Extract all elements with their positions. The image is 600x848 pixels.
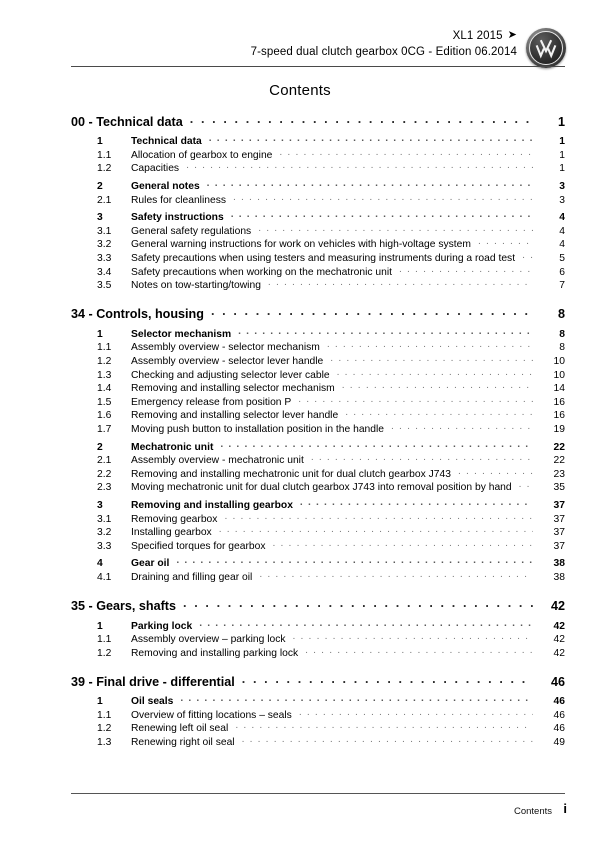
toc-subsection-row[interactable]: [71, 395, 565, 409]
toc-entry-number: 1.2: [97, 647, 112, 659]
toc-chapter-page: 8: [557, 307, 565, 322]
toc-entry-number: 1.7: [97, 423, 112, 435]
leader-dots: [235, 721, 533, 731]
toc-entry-title: Removing and installing selector lever handle: [131, 410, 339, 422]
toc-entry-title: Checking and adjusting selector lever cable: [131, 369, 330, 381]
leader-dots: [238, 327, 533, 337]
toc-entry-page: 4: [559, 225, 565, 237]
toc-entry-number: 1.3: [97, 369, 112, 381]
toc-entry-page: 46: [553, 709, 565, 721]
leader-dots: [209, 134, 533, 144]
toc-entry-page: 5: [559, 253, 565, 265]
toc-entry-number: 2.1: [97, 194, 112, 206]
toc-section-row[interactable]: [71, 439, 565, 453]
toc-entry-title: Moving push button to installation position in the handle: [131, 423, 385, 435]
leader-dots: [176, 556, 533, 566]
toc-subsection-row[interactable]: [71, 721, 565, 735]
toc-chapter-title: 39 - Final drive - differential: [71, 674, 235, 689]
toc-entry-number: 1: [97, 328, 103, 340]
toc-chapter-heading[interactable]: [71, 597, 565, 614]
leader-dots: [183, 597, 533, 610]
toc-entry-number: 2: [97, 181, 103, 193]
toc-entry-title: Technical data: [131, 136, 202, 148]
leader-dots: [242, 673, 533, 686]
toc-entry-page: 46: [553, 696, 565, 708]
toc-entry-title: Assembly overview – parking lock: [131, 634, 286, 646]
toc-entry-number: 1.1: [97, 709, 112, 721]
leader-dots: [342, 381, 533, 391]
toc-entry-title: Allocation of gearbox to engine: [131, 149, 273, 161]
toc-entry-title: Emergency release from position P: [131, 396, 292, 408]
toc-entry-number: 1.6: [97, 410, 112, 422]
toc-entry-title: Renewing right oil seal: [131, 737, 235, 749]
toc-entry-title: Selector mechanism: [131, 328, 232, 340]
toc-entry-title: Parking lock: [131, 620, 193, 632]
toc-entry-title: Assembly overview - selector lever handle: [131, 356, 324, 368]
leader-dots: [345, 408, 533, 418]
leader-dots: [224, 511, 533, 521]
toc-entry-number: 3: [97, 212, 103, 224]
toc-subsection-row[interactable]: [71, 354, 565, 368]
toc-entry-page: 19: [553, 423, 565, 435]
toc-entry-page: 42: [553, 620, 565, 632]
toc-entry-title: Notes on tow-starting/towing: [131, 280, 261, 292]
toc-entry-page: 16: [553, 396, 565, 408]
toc-entry-title: Removing and installing selector mechanism: [131, 383, 335, 395]
leader-dots: [220, 439, 533, 449]
footer-page-number: i: [563, 801, 567, 816]
toc-subsection-row[interactable]: [71, 708, 565, 722]
toc-entry-page: 42: [553, 634, 565, 646]
toc-entry-page: 6: [559, 266, 565, 278]
leader-dots: [242, 735, 533, 745]
header-model-text: XL1 2015: [452, 30, 503, 42]
toc-subsection-row[interactable]: [71, 148, 565, 162]
toc-entry-page: 1: [559, 149, 565, 161]
toc-entry-number: 1.3: [97, 737, 112, 749]
toc-entry-title: General warning instructions for work on vehicles with high-voltage system: [131, 239, 471, 251]
toc-entry-title: Safety precautions when using testers and measuring instruments during a road test: [131, 253, 516, 265]
toc-entry-title: Specified torques for gearbox: [131, 540, 266, 552]
toc-subsection-row[interactable]: [71, 278, 565, 292]
toc-entry-title: Safety instructions: [131, 212, 224, 224]
toc-chapter-title: 00 - Technical data: [71, 114, 183, 129]
toc-entry-page: 37: [553, 499, 565, 511]
toc-subsection-row[interactable]: [71, 645, 565, 659]
leader-dots: [279, 148, 533, 158]
toc-entry-title: Installing gearbox: [131, 527, 212, 539]
toc-entry-number: 3.5: [97, 280, 112, 292]
toc-entry-title: Gear oil: [131, 558, 170, 570]
leader-dots: [180, 694, 533, 704]
toc-subsection-row[interactable]: [71, 264, 565, 278]
leader-dots: [259, 570, 533, 580]
leader-dots: [293, 632, 533, 642]
toc-subsection-row[interactable]: [71, 422, 565, 436]
toc-entry-title: Assembly overview - selector mechanism: [131, 342, 320, 354]
toc-chapter: [71, 306, 565, 584]
toc-entry-page: 10: [553, 356, 565, 368]
toc-entry-page: 7: [559, 280, 565, 292]
toc-entry-title: Overview of fitting locations – seals: [131, 709, 292, 721]
toc-entry-number: 1.4: [97, 383, 112, 395]
toc-chapter: [71, 597, 565, 659]
toc-entry-page: 37: [553, 513, 565, 525]
toc-subsection-row[interactable]: [71, 367, 565, 381]
toc-entry-number: 1.1: [97, 342, 112, 354]
toc-entry-number: 1.5: [97, 396, 112, 408]
toc-entry-title: Oil seals: [131, 696, 174, 708]
toc-entry-number: 3.1: [97, 225, 112, 237]
toc-entry-page: 10: [553, 369, 565, 381]
leader-dots: [199, 618, 533, 628]
leader-dots: [300, 498, 533, 508]
toc-entry-number: 3.1: [97, 513, 112, 525]
toc-entry-page: 37: [553, 540, 565, 552]
toc-entry-page: 22: [553, 441, 565, 453]
toc-entry-title: Rules for cleanliness: [131, 194, 227, 206]
leader-dots: [391, 422, 533, 432]
toc-entry-title: Removing gearbox: [131, 513, 218, 525]
toc-chapter-heading[interactable]: [71, 306, 565, 323]
toc-entry-number: 4.1: [97, 571, 112, 583]
toc-entry-title: General notes: [131, 181, 200, 193]
toc-entry-title: Capacities: [131, 163, 180, 175]
leader-dots: [458, 466, 533, 476]
toc-entry-title: Renewing left oil seal: [131, 723, 229, 735]
leader-dots: [190, 113, 533, 126]
toc-entry-page: 4: [559, 239, 565, 251]
right-arrow-icon: ➤: [507, 29, 517, 41]
toc-entry-number: 3.2: [97, 239, 112, 251]
toc-subsection-row[interactable]: [71, 735, 565, 749]
toc-entry-number: 3.3: [97, 540, 112, 552]
leader-dots: [305, 645, 533, 655]
toc-subsection-row[interactable]: [71, 511, 565, 525]
toc-entry-page: 4: [559, 212, 565, 224]
leader-dots: [337, 367, 533, 377]
toc-subsection-row[interactable]: [71, 453, 565, 467]
toc-entry-page: 38: [553, 558, 565, 570]
toc-entry-number: 1: [97, 696, 103, 708]
toc-entry-number: 2.1: [97, 455, 112, 467]
toc-chapter-page: 46: [550, 674, 565, 689]
footer-divider: [71, 793, 565, 794]
toc-entry-page: 8: [559, 328, 565, 340]
toc-chapter-page: 1: [557, 114, 565, 129]
toc-subsection-row[interactable]: [71, 408, 565, 422]
toc-entry-page: 23: [553, 468, 565, 480]
toc-entry-number: 2: [97, 441, 103, 453]
toc-section-row[interactable]: [71, 179, 565, 193]
toc-subsection-row[interactable]: [71, 480, 565, 494]
toc-subsection-row[interactable]: [71, 570, 565, 584]
toc-entry-page: 37: [553, 527, 565, 539]
leader-dots: [207, 179, 533, 189]
leader-dots: [311, 453, 533, 463]
toc-entry-title: Draining and filling gear oil: [131, 571, 253, 583]
leader-dots: [399, 264, 533, 274]
toc-entry-page: 3: [559, 181, 565, 193]
page-header: [71, 26, 565, 72]
leader-dots: [298, 395, 533, 405]
leader-dots: [478, 237, 533, 247]
leader-dots: [273, 538, 533, 548]
toc-subsection-row[interactable]: [71, 340, 565, 354]
volkswagen-logo-icon: [526, 28, 566, 68]
toc-section-row[interactable]: [71, 618, 565, 632]
toc-chapter-heading[interactable]: [71, 113, 565, 130]
toc-entry-title: Removing and installing mechatronic unit for dual clutch gearbox J743: [131, 468, 451, 480]
toc-chapter-heading[interactable]: [71, 673, 565, 690]
leader-dots: [330, 354, 533, 364]
toc-entry-page: 14: [553, 383, 565, 395]
toc-entry-number: 2.2: [97, 468, 112, 480]
toc-entry-number: 1.2: [97, 723, 112, 735]
toc-section-row[interactable]: [71, 498, 565, 512]
page-title: Contents: [269, 82, 331, 99]
leader-dots: [299, 708, 533, 718]
toc-entry-page: 8: [559, 342, 565, 354]
toc-subsection-row[interactable]: [71, 632, 565, 646]
toc-entry-page: 35: [553, 482, 565, 494]
toc-subsection-row[interactable]: [71, 192, 565, 206]
toc-section-row[interactable]: [71, 694, 565, 708]
leader-dots: [327, 340, 533, 350]
toc-entry-page: 1: [559, 163, 565, 175]
toc-entry-page: 46: [553, 723, 565, 735]
toc-subsection-row[interactable]: [71, 251, 565, 265]
toc-entry-number: 1: [97, 136, 103, 148]
toc-entry-title: Safety precautions when working on the mechatronic unit: [131, 266, 393, 278]
toc-subsection-row[interactable]: [71, 381, 565, 395]
toc-entry-title: Assembly overview - mechatronic unit: [131, 455, 304, 467]
toc-entry-number: 3.4: [97, 266, 112, 278]
toc-entry-title: Removing and installing parking lock: [131, 647, 299, 659]
toc-chapter: [71, 673, 565, 748]
toc-entry-number: 1.2: [97, 356, 112, 368]
toc-chapter-page: 42: [550, 598, 565, 613]
toc-subsection-row[interactable]: [71, 466, 565, 480]
toc-entry-title: Moving mechatronic unit for dual clutch gearbox J743 into removal position by hand: [131, 482, 512, 494]
toc-section-row[interactable]: [71, 556, 565, 570]
toc-chapter: [71, 113, 565, 292]
leader-dots: [233, 192, 533, 202]
leader-dots: [186, 161, 533, 171]
toc-subsection-row[interactable]: [71, 525, 565, 539]
toc-entry-number: 1.2: [97, 163, 112, 175]
toc-entry-page: 22: [553, 455, 565, 467]
toc-subsection-row[interactable]: [71, 237, 565, 251]
toc-entry-number: 1.1: [97, 149, 112, 161]
leader-dots: [258, 224, 533, 234]
toc-chapter-title: 34 - Controls, housing: [71, 307, 204, 322]
leader-dots: [522, 251, 533, 261]
toc-entry-number: 1.1: [97, 634, 112, 646]
toc-entry-page: 49: [553, 737, 565, 749]
toc-entry-title: Removing and installing gearbox: [131, 499, 293, 511]
toc-entry-page: 3: [559, 194, 565, 206]
toc-entry-title: Mechatronic unit: [131, 441, 214, 453]
toc-subsection-row[interactable]: [71, 538, 565, 552]
toc-section-row[interactable]: [71, 210, 565, 224]
toc-entry-page: 16: [553, 410, 565, 422]
toc-entry-page: 1: [559, 136, 565, 148]
leader-dots: [268, 278, 533, 288]
table-of-contents: [71, 113, 565, 748]
toc-chapter-title: 35 - Gears, shafts: [71, 598, 176, 613]
toc-entry-number: 2.3: [97, 482, 112, 494]
toc-entry-number: 3: [97, 499, 103, 511]
toc-entry-page: 38: [553, 571, 565, 583]
header-subtitle: 7-speed dual clutch gearbox 0CG - Edition 06.2014: [250, 46, 517, 58]
leader-dots: [211, 306, 533, 319]
leader-dots: [231, 210, 533, 220]
toc-subsection-row[interactable]: [71, 224, 565, 238]
toc-subsection-row[interactable]: [71, 161, 565, 175]
toc-entry-number: 1: [97, 620, 103, 632]
toc-entry-number: 3.3: [97, 253, 112, 265]
header-model-line: [453, 29, 517, 42]
toc-section-row[interactable]: [71, 134, 565, 148]
toc-entry-number: 3.2: [97, 527, 112, 539]
leader-dots: [219, 525, 533, 535]
toc-section-row[interactable]: [71, 327, 565, 341]
header-divider: [71, 66, 565, 67]
toc-entry-number: 4: [97, 558, 103, 570]
leader-dots: [519, 480, 533, 490]
toc-entry-page: 42: [553, 647, 565, 659]
toc-entry-title: General safety regulations: [131, 225, 252, 237]
footer-label: Contents: [513, 806, 552, 817]
